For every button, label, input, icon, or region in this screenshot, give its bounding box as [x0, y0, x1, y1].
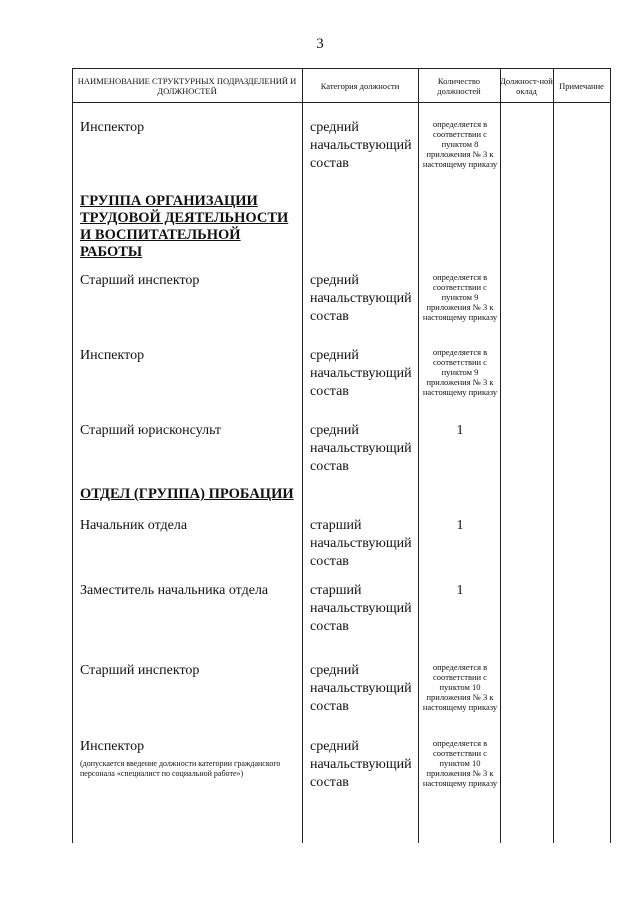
position-category: средний начальствующий состав	[310, 739, 412, 790]
section-title: ГРУППА ОРГАНИЗАЦИИ ТРУДОВОЙ ДЕЯТЕЛЬНОСТИ И ВОСПИТАТЕЛЬНОЙ РАБОТЫ	[80, 193, 289, 260]
position-name: Инспектор	[80, 739, 145, 754]
position-name: Инспектор	[80, 120, 145, 135]
positions-count: определяется в соответствии с пунктом 10 приложения № 3 к настоящему приказу	[422, 738, 498, 788]
position-category: старший начальствующий состав	[310, 518, 412, 569]
position-name: Инспектор	[80, 348, 145, 363]
section-title: ОТДЕЛ (ГРУППА) ПРОБАЦИИ	[80, 486, 294, 502]
column-divider-3	[500, 68, 501, 843]
positions-count: определяется в соответствии с пунктом 9 приложения № 3 к настоящему приказу	[422, 347, 498, 397]
positions-count: определяется в соответствии с пунктом 8 приложения № 3 к настоящему приказу	[422, 119, 498, 169]
header-positions-count: Количество должностей	[437, 75, 481, 96]
position-category: средний начальствующий состав	[310, 348, 412, 399]
positions-count: 1	[456, 518, 464, 533]
table-header-bottom-border	[72, 102, 610, 103]
position-category: средний начальствующий состав	[310, 273, 412, 324]
position-category: средний начальствующий состав	[310, 120, 412, 171]
column-divider-4	[553, 68, 554, 843]
position-name: Начальник отдела	[80, 518, 188, 533]
position-name: Заместитель начальника отдела	[80, 583, 269, 598]
header-note: Примечание	[559, 80, 604, 91]
positions-count: определяется в соответствии с пунктом 10 приложения № 3 к настоящему приказу	[422, 662, 498, 712]
position-category: старший начальствующий состав	[310, 583, 412, 634]
header-salary: Должност-ной оклад	[500, 75, 553, 96]
position-name: Старший юрисконсульт	[80, 423, 222, 438]
position-name-cell	[80, 738, 290, 779]
positions-count: 1	[456, 583, 464, 598]
page-number: 3	[316, 36, 324, 52]
header-position-category: Категория должности	[320, 80, 400, 91]
column-divider-1	[302, 68, 303, 843]
position-name: Старший инспектор	[80, 273, 200, 288]
position-name: Старший инспектор	[80, 663, 200, 678]
table-border-left	[72, 68, 73, 843]
position-note: (допускается введение должности категории гражданского персонала «специалист по социальной работе»)	[80, 759, 281, 778]
header-structural-units: НАИМЕНОВАНИЕ СТРУКТУРНЫХ ПОДРАЗДЕЛЕНИЙ И ДОЛЖНОСТЕЙ	[77, 75, 297, 96]
position-category: средний начальствующий состав	[310, 423, 412, 474]
position-category: средний начальствующий состав	[310, 663, 412, 714]
table-border-right	[610, 68, 611, 843]
positions-count: 1	[456, 423, 464, 438]
positions-count: определяется в соответствии с пунктом 9 приложения № 3 к настоящему приказу	[422, 272, 498, 322]
